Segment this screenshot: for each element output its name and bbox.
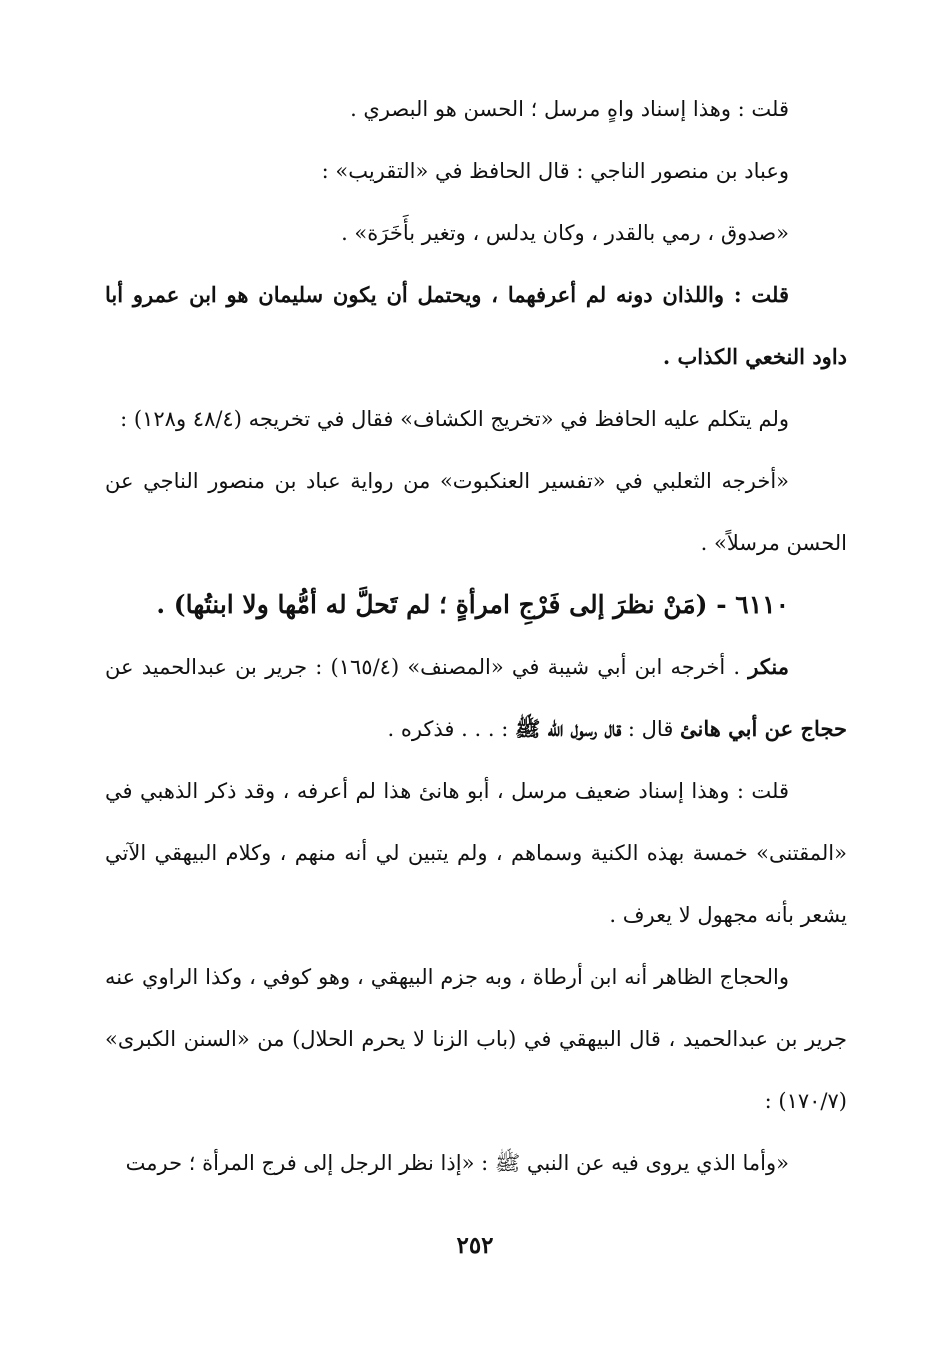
paragraph-abbad-intro: وعباد بن منصور الناجي : قال الحافظ في «التقريب» : — [321, 159, 789, 183]
main-text — [105, 78, 847, 1194]
takhrij-text-1: . أخرجه ابن أبي شيبة في «المصنف» (١٦٥/٤) : جرير بن عبدالحميد عن — [105, 655, 749, 679]
hadith-heading: ٦١١٠ - (مَنْ نظرَ إلى فَرْجِ امرأةٍ ؛ لم تَحلَّ له أمُّها ولا ابنتُها) . — [156, 590, 789, 619]
paragraph-hajjaj: والحجاج الظاهر أنه ابن أرطاة ، وبه جزم البيهقي ، وهو كوفي ، وكذا الراوي عنه جرير بن عبدالحميد ، قال البيهقي في (باب الزنا لا يحرم الحلال) من «السنن الكبرى» (١٧٠/٧) : — [105, 965, 847, 1113]
takhrij-text-3: : . . . فذكره . — [387, 717, 515, 741]
paragraph-thalabi-quote: «أخرجه الثعلبي في «تفسير العنكبوت» من رواية عباد بن منصور الناجي عن الحسن مرسلاً» . — [105, 469, 847, 555]
paragraph-kashshaf: ولم يتكلم عليه الحافظ في «تخريج الكشاف» فقال في تخريجه (٤٨/٤ و١٢٨) : — [120, 407, 789, 431]
paragraph-bayhaqi-quote: «وأما الذي يروى فيه عن النبي ﷺ : «إذا نظر الرجل إلى فرج المرأة ؛ حرمت — [125, 1151, 789, 1175]
paragraph-isnad-note: قلت : وهذا إسناد واهٍ مرسل ؛ الحسن هو البصري . — [350, 97, 789, 121]
paragraph-taqrib-quote: «صدوق ، رمي بالقدر ، وكان يدلس ، وتغير بأَخَرَة» . — [341, 221, 789, 245]
prophet-quote-intro: قال رسول الله ﷺ — [514, 716, 622, 741]
grading-label: منكر — [748, 654, 790, 679]
paragraph-unknown-narrators: قلت : واللذان دونه لم أعرفهما ، ويحتمل أن يكون سليمان هو ابن عمرو أبا داود النخعي الكذاب . — [105, 282, 847, 369]
paragraph-weak-isnad: قلت : وهذا إسناد ضعيف مرسل ، أبو هانئ هذا لم أعرفه ، وقد ذكر الذهبي في «المقتنى» خمسة بهذه الكنية وسماهم ، ولم يتبين لي أنه منهم ، وكلام البيهقي الآتي يشعر بأنه مجهول لا يعرف . — [105, 779, 847, 927]
isnad-chain: حجاج عن أبي هانئ — [680, 716, 847, 741]
takhrij-text-2: قال : — [621, 717, 681, 741]
paragraph-takhrij — [105, 636, 847, 760]
page-number: ٢٥٢ — [456, 1232, 494, 1259]
